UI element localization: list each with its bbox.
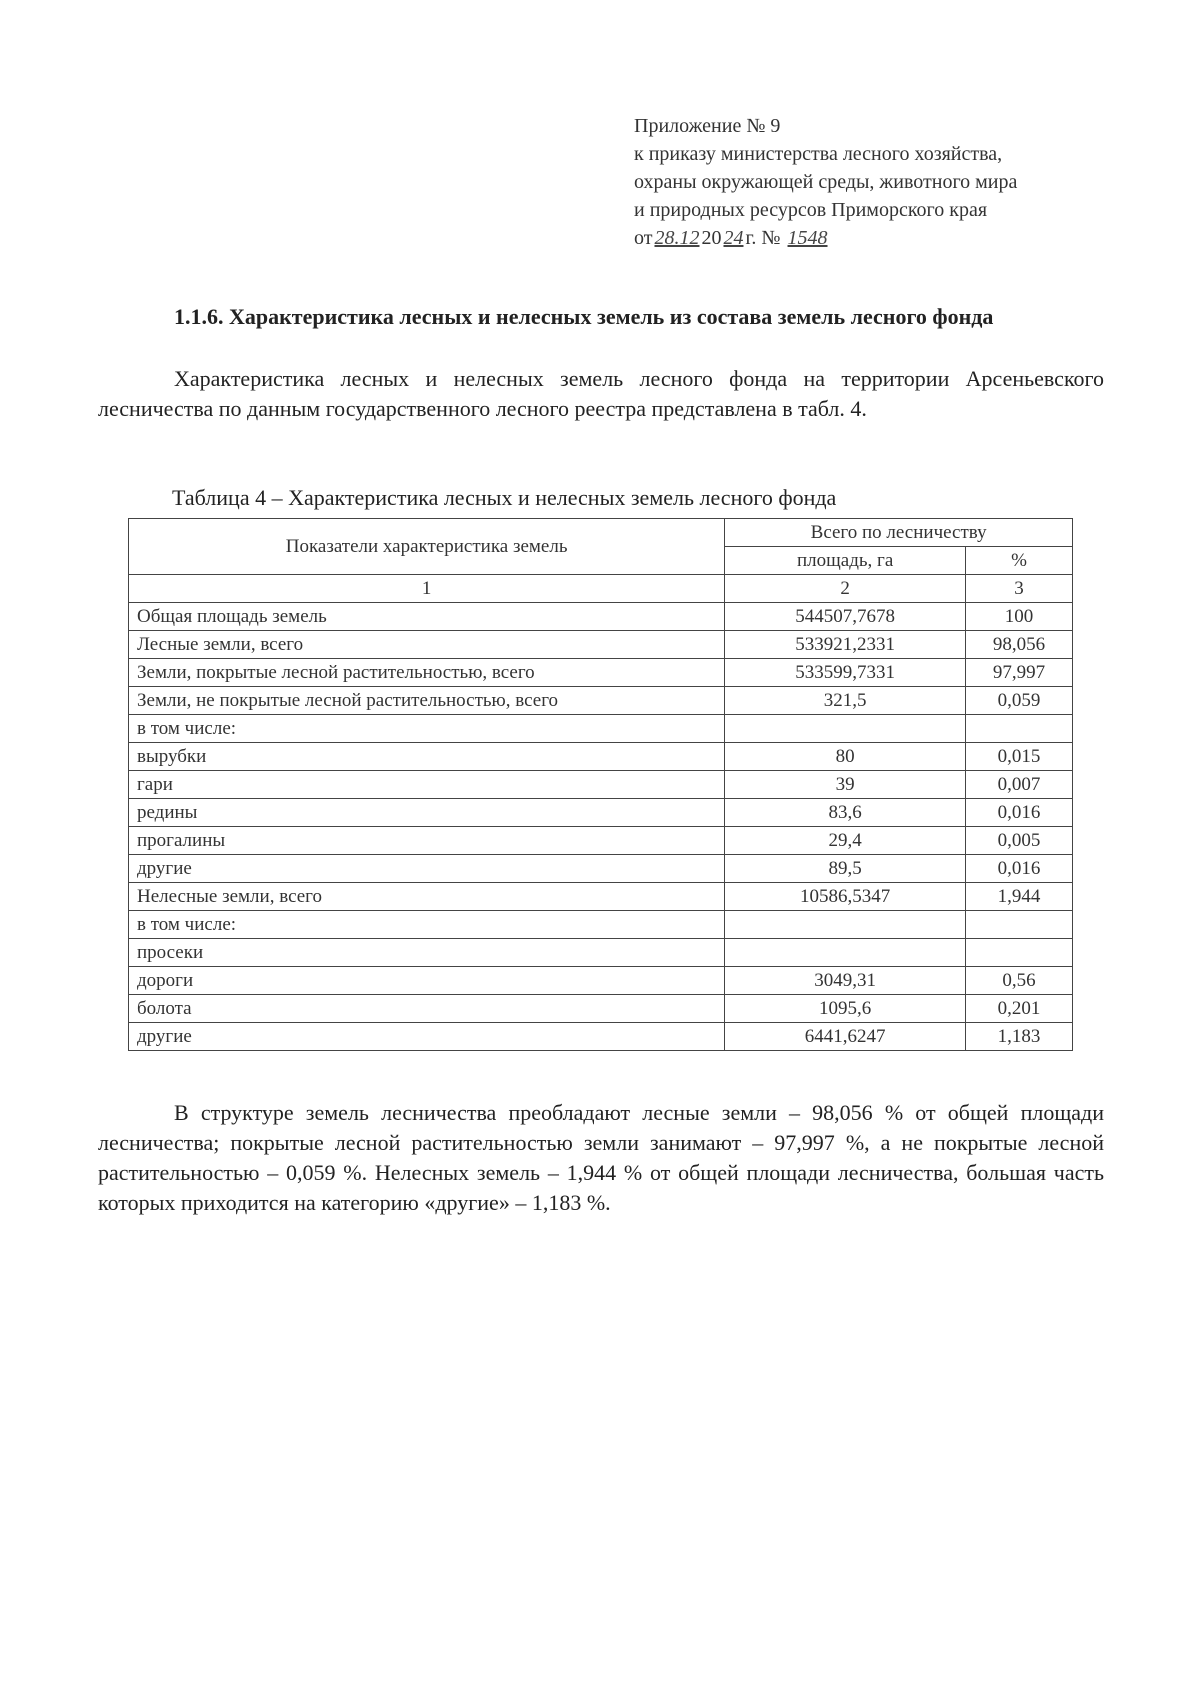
- row-percent: [966, 939, 1073, 967]
- row-area: [725, 715, 966, 743]
- table-row: [129, 743, 1073, 771]
- row-percent: 0,007: [966, 771, 1073, 799]
- row-area: [725, 911, 966, 939]
- table-row: [129, 687, 1073, 715]
- appendix-line: к приказу министерства лесного хозяйства,: [634, 143, 1003, 165]
- row-percent: [966, 715, 1073, 743]
- row-label: Нелесные земли, всего: [129, 883, 725, 911]
- row-percent: 98,056: [966, 631, 1073, 659]
- row-label: вырубки: [129, 743, 725, 771]
- row-label: гари: [129, 771, 725, 799]
- row-area: 80: [725, 743, 966, 771]
- row-label: дороги: [129, 967, 725, 995]
- conclusion-paragraph: В структуре земель лесничества преобладают лесные земли – 98,056 % от общей площади лесничества; покрытые лесной растительностью земли занимают – 97,997 %, а не покрытые лесной растительностью – 0,059 %. Нелесных земель – 1,944 % от общей площади лесничества, большая часть которых приходится на категорию «другие» – 1,183 %.: [98, 1100, 1104, 1215]
- date-year-prefix: 20: [701, 227, 722, 249]
- row-label: болота: [129, 995, 725, 1023]
- table-row: [129, 715, 1073, 743]
- table-row: [129, 995, 1073, 1023]
- table-row: [129, 631, 1073, 659]
- header-total: Всего по лесничеству: [725, 519, 1073, 547]
- table-row: [129, 911, 1073, 939]
- row-label: в том числе:: [129, 715, 725, 743]
- column-number: 2: [725, 575, 966, 603]
- table-row: [129, 659, 1073, 687]
- row-label: просеки: [129, 939, 725, 967]
- row-area: 6441,6247: [725, 1023, 966, 1051]
- row-percent: 100: [966, 603, 1073, 631]
- column-number: 1: [129, 575, 725, 603]
- row-label: другие: [129, 1023, 725, 1051]
- row-area: [725, 939, 966, 967]
- table-row: [129, 827, 1073, 855]
- row-percent: 1,944: [966, 883, 1073, 911]
- table-row: [129, 603, 1073, 631]
- row-label: в том числе:: [129, 911, 725, 939]
- appendix-line: и природных ресурсов Приморского края: [634, 199, 988, 221]
- row-label: Земли, покрытые лесной растительностью, всего: [129, 659, 725, 687]
- appendix-header: [634, 112, 1104, 252]
- handwritten-date: 28.12: [654, 227, 700, 249]
- table-row: [129, 799, 1073, 827]
- date-suffix: г. №: [745, 227, 781, 249]
- table-row: [129, 939, 1073, 967]
- table-row: [129, 1023, 1073, 1051]
- row-area: 321,5: [725, 687, 966, 715]
- table-row: [129, 855, 1073, 883]
- row-area: 10586,5347: [725, 883, 966, 911]
- row-area: 29,4: [725, 827, 966, 855]
- row-label: Лесные земли, всего: [129, 631, 725, 659]
- row-area: 3049,31: [725, 967, 966, 995]
- row-area: 89,5: [725, 855, 966, 883]
- table-caption: Таблица 4 – Характеристика лесных и нелесных земель лесного фонда: [172, 485, 837, 510]
- row-percent: 0,015: [966, 743, 1073, 771]
- handwritten-doc-number: 1548: [787, 227, 828, 249]
- row-area: 39: [725, 771, 966, 799]
- row-label: прогалины: [129, 827, 725, 855]
- row-percent: 0,56: [966, 967, 1073, 995]
- appendix-date-line: [634, 224, 1104, 252]
- header-indicator: Показатели характеристика земель: [129, 519, 725, 575]
- row-percent: 97,997: [966, 659, 1073, 687]
- date-prefix: от: [634, 227, 653, 249]
- table-body: [129, 603, 1073, 1051]
- row-area: 1095,6: [725, 995, 966, 1023]
- row-area: 544507,7678: [725, 603, 966, 631]
- row-label: Общая площадь земель: [129, 603, 725, 631]
- appendix-title: Приложение № 9: [634, 115, 781, 137]
- appendix-line: охраны окружающей среды, животного мира: [634, 171, 1018, 193]
- row-label: редины: [129, 799, 725, 827]
- handwritten-year: 24: [723, 227, 744, 249]
- row-area: 533921,2331: [725, 631, 966, 659]
- header-area: площадь, га: [725, 547, 966, 575]
- header-percent: %: [966, 547, 1073, 575]
- table-row: [129, 883, 1073, 911]
- row-label: Земли, не покрытые лесной растительностью, всего: [129, 687, 725, 715]
- row-percent: 0,201: [966, 995, 1073, 1023]
- land-characteristics-table: [128, 518, 1073, 1051]
- table-row: [129, 771, 1073, 799]
- table-row: [129, 967, 1073, 995]
- row-area: 83,6: [725, 799, 966, 827]
- row-percent: [966, 911, 1073, 939]
- row-percent: 1,183: [966, 1023, 1073, 1051]
- row-area: 533599,7331: [725, 659, 966, 687]
- row-percent: 0,059: [966, 687, 1073, 715]
- row-label: другие: [129, 855, 725, 883]
- section-title: 1.1.6. Характеристика лесных и нелесных земель из состава земель лесного фонда: [174, 304, 994, 329]
- row-percent: 0,016: [966, 855, 1073, 883]
- row-percent: 0,005: [966, 827, 1073, 855]
- row-percent: 0,016: [966, 799, 1073, 827]
- intro-paragraph: Характеристика лесных и нелесных земель лесного фонда на территории Арсеньевского лесничества по данным государственного лесного реестра представлена в табл. 4.: [98, 366, 1104, 421]
- column-number: 3: [966, 575, 1073, 603]
